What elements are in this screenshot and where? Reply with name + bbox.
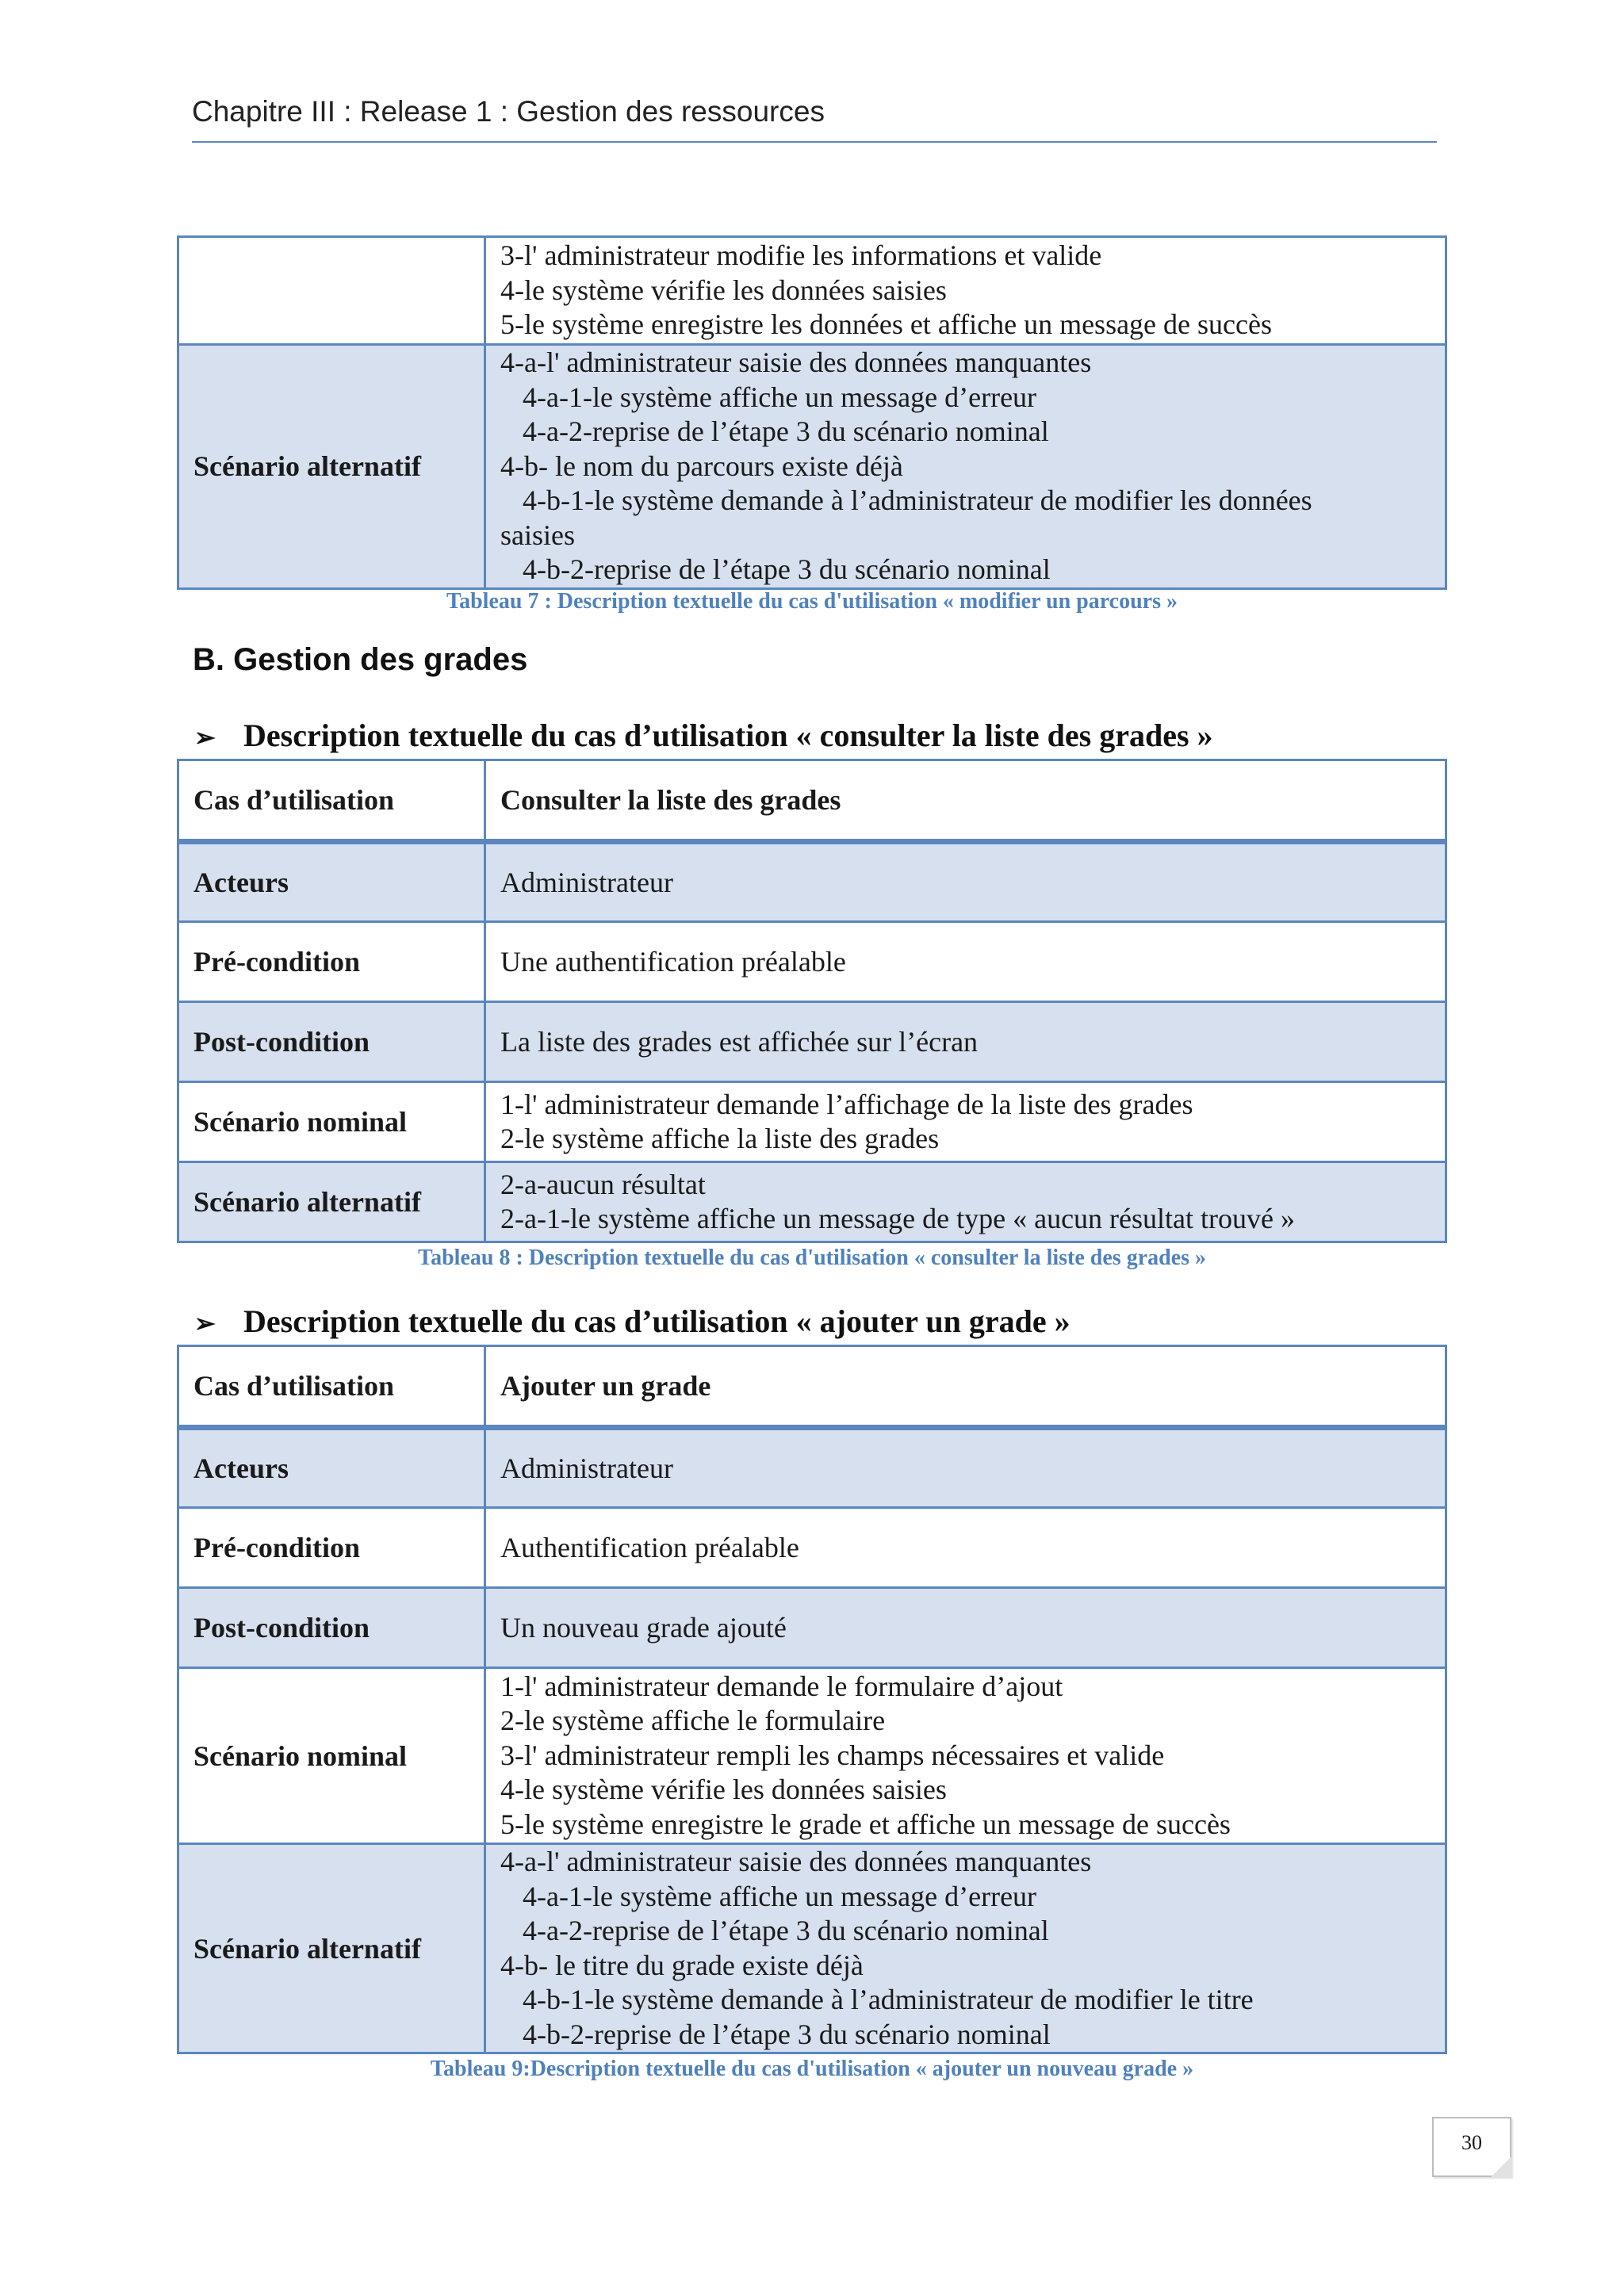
table-8 (177, 759, 1447, 1243)
line: 1-l' administrateur demande l’affichage de la liste des grades (500, 1088, 1193, 1120)
line: 4-a-1-le système affiche un message d’erreur (523, 1880, 1037, 1912)
page-number: 30 (1461, 2131, 1482, 2154)
nominal-scenario-cell (485, 1082, 1446, 1162)
use-case-value: Consulter la liste des grades (485, 760, 1446, 842)
line: 4-a-l' administrateur saisie des données manquantes (500, 1846, 1092, 1877)
line: 5-le système enregistre les données et affiche un message de succès (500, 308, 1272, 341)
section-title: B. Gestion des grades (193, 642, 528, 677)
line: 4-b-2-reprise de l’étape 3 du scénario nominal (523, 553, 1051, 585)
page-header (192, 95, 1437, 143)
page-number-box (1432, 2117, 1511, 2177)
subheading-text: Description textuelle du cas d’utilisation « consulter la liste des grades » (243, 718, 1213, 753)
table-row (178, 1668, 1446, 1844)
actors-value: Administrateur (485, 1428, 1446, 1508)
subheading-consult (194, 717, 1213, 754)
line: 2-le système affiche le formulaire (500, 1705, 886, 1737)
table-row (178, 345, 1446, 589)
arrow-bullet-icon: ➢ (194, 723, 216, 752)
table-row (178, 1162, 1446, 1242)
line: 4-b- le nom du parcours existe déjà (500, 450, 903, 482)
post-condition-value: Un nouveau grade ajouté (485, 1588, 1446, 1668)
row-label: Scénario alternatif (178, 1844, 485, 2053)
table-row (178, 1428, 1446, 1508)
row-label: Pré-condition (178, 1508, 485, 1588)
table-row (178, 1844, 1446, 2053)
line: 4-a-2-reprise de l’étape 3 du scénario nominal (523, 1915, 1049, 1946)
line: 4-le système vérifie les données saisies (500, 274, 947, 306)
row-label: Cas d’utilisation (178, 1346, 485, 1428)
row-label: Scénario alternatif (178, 345, 485, 589)
line: 4-a-1-le système affiche un message d’erreur (523, 381, 1037, 413)
table-8-caption: Tableau 8 : Description textuelle du cas d'utilisation « consulter la liste des grades » (417, 1246, 1207, 1270)
table-7 (177, 235, 1447, 590)
row-label: Acteurs (178, 842, 485, 922)
row-label: Scénario nominal (178, 1668, 485, 1844)
line: 4-a-2-reprise de l’étape 3 du scénario nominal (523, 415, 1049, 447)
pre-condition-value: Authentification préalable (485, 1508, 1446, 1588)
line: 5-le système enregistre le grade et affiche un message de succès (500, 1808, 1231, 1840)
line: 2-le système affiche la liste des grades (500, 1123, 940, 1154)
line: 1-l' administrateur demande le formulaire d’ajout (500, 1670, 1063, 1702)
row-label: Scénario nominal (178, 1082, 485, 1162)
line: 2-a-1-le système affiche un message de type « aucun résultat trouvé » (500, 1203, 1295, 1234)
row-label: Pré-condition (178, 922, 485, 1002)
line: 4-le système vérifie les données saisies (500, 1774, 947, 1806)
table-9-caption: Tableau 9:Description textuelle du cas d'utilisation « ajouter un nouveau grade » (430, 2057, 1194, 2081)
table-row (178, 842, 1446, 922)
table-row (178, 1346, 1446, 1428)
alt-scenario-cell (485, 1844, 1446, 2053)
table-row (178, 1082, 1446, 1162)
row-label: Post-condition (178, 1002, 485, 1082)
line: saisies (500, 519, 575, 551)
actors-value: Administrateur (485, 842, 1446, 922)
post-condition-value: La liste des grades est affichée sur l’écran (485, 1002, 1446, 1082)
line: 2-a-aucun résultat (500, 1168, 706, 1200)
page-fold-icon (1491, 2156, 1511, 2177)
table-row (178, 922, 1446, 1002)
table-row (178, 1588, 1446, 1668)
row-label: Post-condition (178, 1588, 485, 1668)
table-row (178, 237, 1446, 345)
use-case-value: Ajouter un grade (485, 1346, 1446, 1428)
nominal-scenario-cell (485, 1668, 1446, 1844)
subheading-add (194, 1303, 1071, 1340)
table-row (178, 760, 1446, 842)
line: 4-a-l' administrateur saisie des données manquantes (500, 346, 1092, 378)
subheading-text: Description textuelle du cas d’utilisation « ajouter un grade » (243, 1303, 1071, 1339)
row-label: Scénario alternatif (178, 1162, 485, 1242)
continuation-cell (485, 237, 1446, 345)
line: 4-b-1-le système demande à l’administrateur de modifier les données (523, 484, 1312, 516)
pre-condition-value: Une authentification préalable (485, 922, 1446, 1002)
empty-label-cell (178, 237, 485, 345)
table-row (178, 1002, 1446, 1082)
arrow-bullet-icon: ➢ (194, 1309, 216, 1337)
table-9 (177, 1345, 1447, 2054)
line: 4-b-2-reprise de l’étape 3 du scénario nominal (523, 2018, 1051, 2050)
line: 3-l' administrateur modifie les informations et valide (500, 239, 1102, 272)
line: 4-b- le titre du grade existe déjà (500, 1949, 864, 1981)
chapter-title: Chapitre III : Release 1 : Gestion des ressources (192, 95, 825, 128)
table-row (178, 1508, 1446, 1588)
row-label: Acteurs (178, 1428, 485, 1508)
line: 3-l' administrateur rempli les champs nécessaires et valide (500, 1739, 1165, 1771)
alt-scenario-cell (485, 1162, 1446, 1242)
table-7-caption: Tableau 7 : Description textuelle du cas d'utilisation « modifier un parcours » (446, 589, 1178, 614)
alt-scenario-cell (485, 345, 1446, 589)
row-label: Cas d’utilisation (178, 760, 485, 842)
line: 4-b-1-le système demande à l’administrateur de modifier le titre (523, 1984, 1254, 2015)
